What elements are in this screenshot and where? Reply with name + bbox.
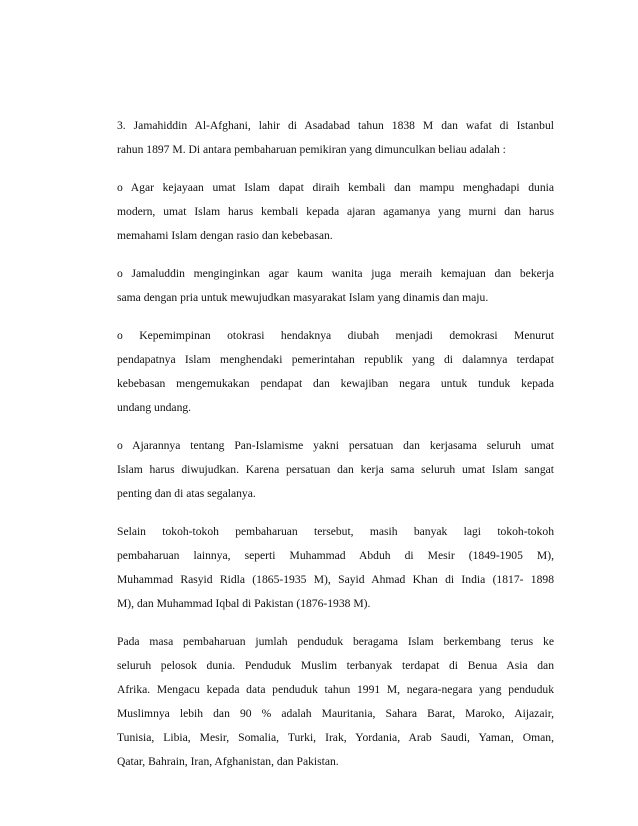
- text-line: Afrika. Mengacu kepada data penduduk tahun 1991 M, negara-negara yang penduduk: [117, 683, 554, 696]
- text-line: M), dan Muhammad Iqbal di Pakistan (1876-1938 M).: [117, 597, 371, 610]
- paragraph-tokoh-pembaharuan: [117, 520, 554, 616]
- text-line: o Agar kejayaan umat Islam dapat diraih kembali dan mampu menghadapi dunia: [117, 181, 554, 194]
- text-line: sama dengan pria untuk mewujudkan masyarakat Islam yang dinamis dan maju.: [117, 291, 489, 304]
- text-line: memahami Islam dengan rasio dan kebebasan.: [117, 229, 333, 242]
- text-line: modern, umat Islam harus kembali kepada ajaran agamanya yang murni dan harus: [117, 205, 554, 218]
- bullet-paragraph-kepemimpinan: [117, 324, 554, 420]
- text-line: penting dan di atas segalanya.: [117, 487, 256, 500]
- text-line: Pada masa pembaharuan jumlah penduduk beragama Islam berkembang terus ke: [117, 635, 554, 648]
- text-line: Muslimnya lebih dan 90 % adalah Mauritania, Sahara Barat, Maroko, Aijazair,: [117, 707, 554, 720]
- text-line: 3. Jamahiddin Al-Afghani, lahir di Asadabad tahun 1838 M dan wafat di Istanbul: [117, 119, 554, 132]
- text-line: Selain tokoh-tokoh pembaharuan tersebut, masih banyak lagi tokoh-tokoh: [117, 525, 554, 538]
- text-line: o Ajarannya tentang Pan-Islamisme yakni persatuan dan kerjasama seluruh umat: [117, 439, 554, 452]
- text-line: undang undang.: [117, 401, 192, 414]
- text-line: seluruh pelosok dunia. Penduduk Muslim terbanyak terdapat di Benua Asia dan: [117, 659, 554, 672]
- text-line: rahun 1897 M. Di antara pembaharuan pemikiran yang dimunculkan beliau adalah :: [117, 143, 506, 156]
- text-line: Qatar, Bahrain, Iran, Afghanistan, dan Pakistan.: [117, 755, 339, 768]
- document-page: [117, 114, 554, 788]
- bullet-paragraph-pan-islamisme: [117, 434, 554, 506]
- text-line: kebebasan mengemukakan pendapat dan kewajiban negara untuk tunduk kepada: [117, 377, 554, 390]
- paragraph-penduduk-muslim: [117, 630, 554, 774]
- text-line: pendapatnya Islam menghendaki pemerintahan republik yang di dalamnya terdapat: [117, 353, 554, 366]
- text-line: o Jamaluddin menginginkan agar kaum wanita juga meraih kemajuan dan bekerja: [117, 267, 554, 280]
- paragraph-afghani-intro: [117, 114, 554, 162]
- bullet-paragraph-wanita: [117, 262, 554, 310]
- text-line: Islam harus diwujudkan. Karena persatuan dan kerja sama seluruh umat Islam sangat: [117, 463, 554, 476]
- text-line: pembaharuan lainnya, seperti Muhammad Abduh di Mesir (1849-1905 M),: [117, 549, 554, 562]
- text-line: o Kepemimpinan otokrasi hendaknya diubah menjadi demokrasi Menurut: [117, 329, 554, 342]
- bullet-paragraph-kejayaan: [117, 176, 554, 248]
- text-line: Muhammad Rasyid Ridla (1865-1935 M), Sayid Ahmad Khan di India (1817- 1898: [117, 573, 554, 586]
- text-line: Tunisia, Libia, Mesir, Somalia, Turki, Irak, Yordania, Arab Saudi, Yaman, Oman,: [117, 731, 554, 744]
